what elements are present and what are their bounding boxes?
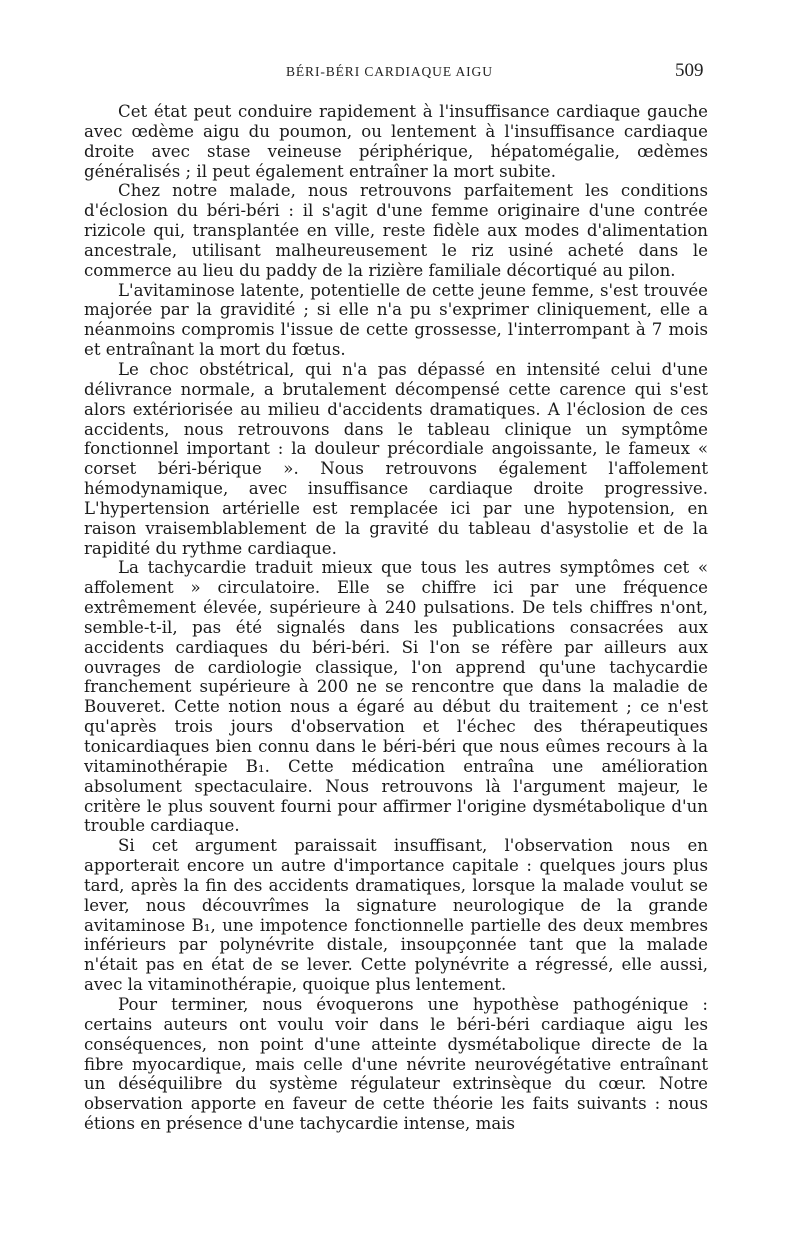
paragraph-5: La tachycardie traduit mieux que tous les autres symptômes cet « affolement » circulatoire. Elle se chiffre ici par une fréquence extrêmement élevée, supérieure à 240 pulsations. De tels chiffres n'ont, semble-t-il, pas été signalés dans les publications consacrées aux accidents cardiaques du béri-béri. Si l'on se réfère par ailleurs aux ouvrages de cardiologie classique, l'on apprend qu'une tachycardie franchement supérieure à 200 ne se rencontre que dans la maladie de Bouveret. Cette notion nous a égaré au début du traitement ; ce n'est qu'après trois jours d'observation et l'échec des thérapeutiques tonicardiaques bien connu dans le béri-béri que nous eûmes recours à la vitaminothérapie B₁. Cette médication entraîna une amélioration absolument spectaculaire. Nous retrouvons là l'argument majeur, le critère le plus souvent fourni pour affirmer l'origine dysmétabolique d'un trouble cardiaque. [84,558,708,836]
page-number: 509 [675,60,704,81]
running-head: BÉRI-BÉRI CARDIAQUE AIGU [286,64,493,79]
paragraph-2: Chez notre malade, nous retrouvons parfaitement les conditions d'éclosion du béri-béri : il s'agit d'une femme originaire d'une contrée rizicole qui, transplantée en ville, reste fidèle aux modes d'alimentation ancestrale, utilisant malheureusement le riz usiné acheté dans le commerce au lieu du paddy de la rizière familiale décortiqué au pilon. [84,181,708,280]
paragraph-1: Cet état peut conduire rapidement à l'insuffisance cardiaque gauche avec œdème aigu du poumon, ou lentement à l'insuffisance cardiaque droite avec stase veineuse périphérique, hépatomégalie, œdèmes généralisés ; il peut également entraîner la mort subite. [84,102,708,181]
paragraph-6: Si cet argument paraissait insuffisant, l'observation nous en apporterait encore un autre d'importance capitale : quelques jours plus tard, après la fin des accidents dramatiques, lorsque la malade voulut se lever, nous découvrîmes la signature neurologique de la grande avitaminose B₁, une impotence fonctionnelle partielle des deux membres inférieurs par polynévrite distale, insoupçonnée tant que la malade n'était pas en état de se lever. Cette polynévrite a régressé, elle aussi, avec la vitaminothérapie, quoique plus lentement. [84,836,708,995]
paragraph-4: Le choc obstétrical, qui n'a pas dépassé en intensité celui d'une délivrance normale, a brutalement décompensé cette carence qui s'est alors extériorisée au milieu d'accidents dramatiques. A l'éclosion de ces accidents, nous retrouvons dans le tableau clinique un symptôme fonctionnel important : la douleur précordiale angoissante, le fameux « corset béri-bérique ». Nous retrouvons également l'affolement hémodynamique, avec insuffisance cardiaque droite progressive. L'hypertension artérielle est remplacée ici par une hypotension, en raison vraisemblablement de la gravité du tableau d'asystolie et de la rapidité du rythme cardiaque. [84,359,708,558]
body-text [84,102,708,1134]
paragraph-3: L'avitaminose latente, potentielle de cette jeune femme, s'est trouvée majorée par la gravidité ; si elle n'a pu s'exprimer cliniquement, elle a néanmoins compromis l'issue de cette grossesse, l'interrompant à 7 mois et entraînant la mort du fœtus. [84,280,708,360]
paragraph-7: Pour terminer, nous évoquerons une hypothèse pathogénique : certains auteurs ont voulu voir dans le béri-béri cardiaque aigu les conséquences, non point d'une atteinte dysmétabolique directe de la fibre myocardique, mais celle d'une névrite neurovégétative entraînant un déséquilibre du système régulateur extrinsèque du cœur. Notre observation apporte en faveur de cette théorie les faits suivants : nous étions en présence d'une tachycardie intense, mais [84,994,708,1134]
